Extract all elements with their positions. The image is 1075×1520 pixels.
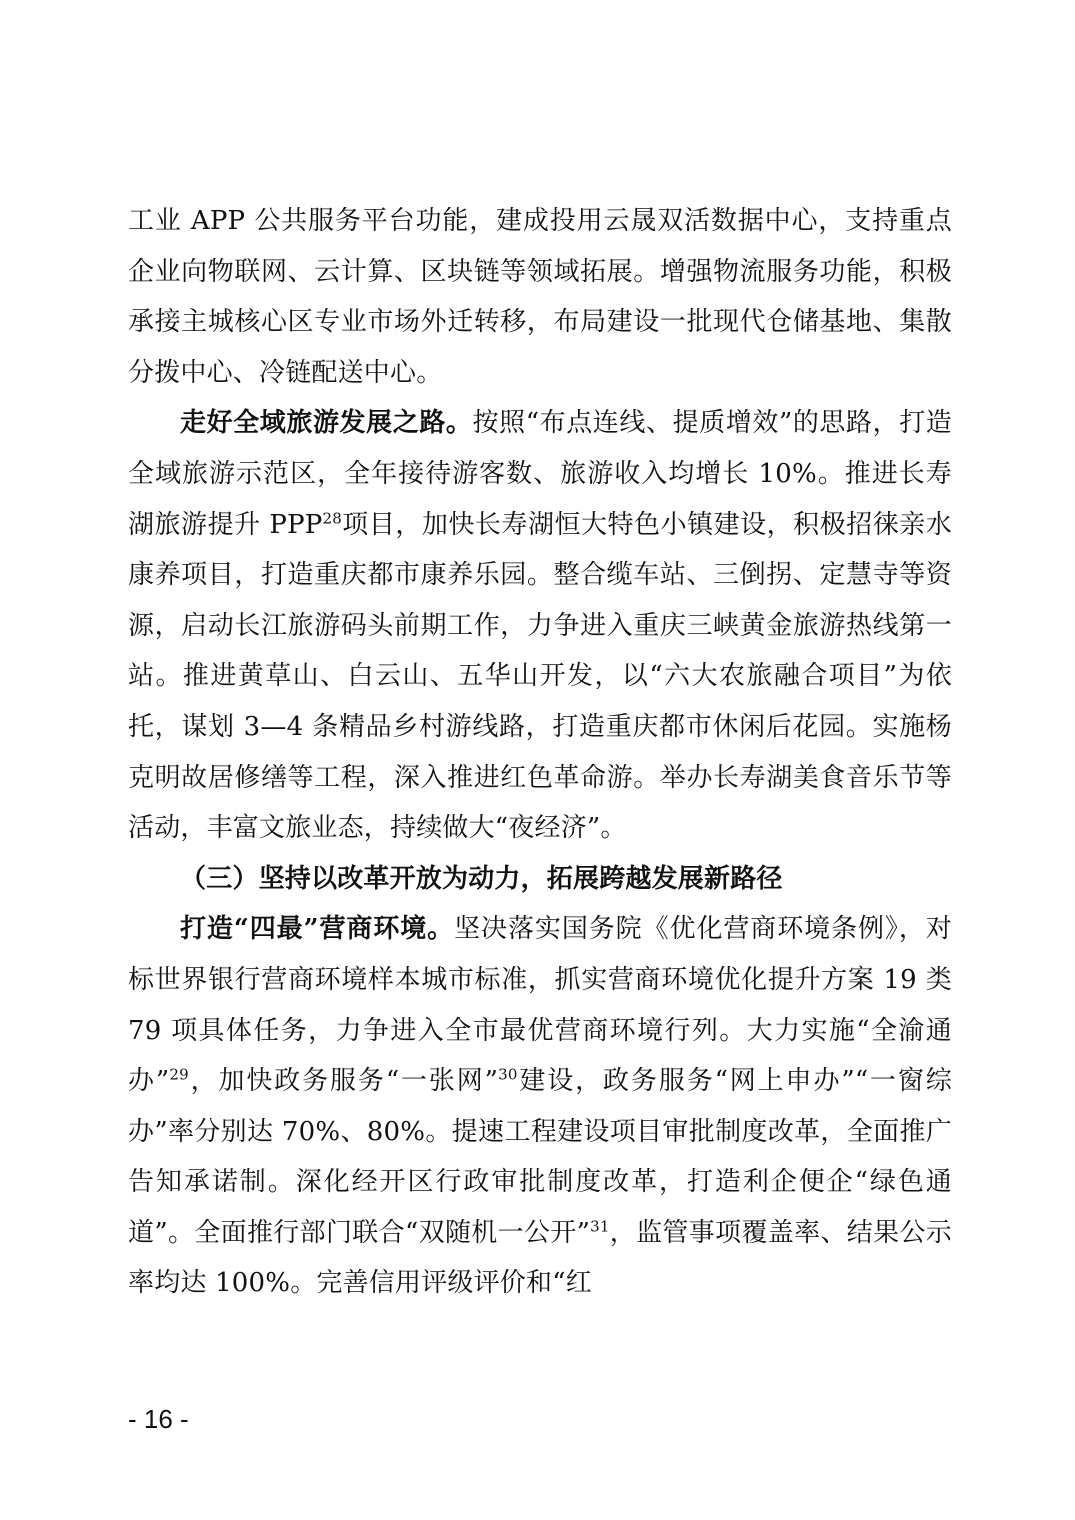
paragraph-2-text-2: 项目，加快长寿湖恒大特色小镇建设，积极招徕亲水康养项目，打造重庆都市康养乐园。整合缆车站、三倒拐、定慧寺等资源，启动长江旅游码头前期工作，力争进入重庆三峡黄金旅游热线第一站。推进黄草山、白云山、五华山开发，以“六大农旅融合项目”为依托，谋划 3—4 条精品乡村游线路，打造重庆都市休闲后花园。实施杨克明故居修缮等工程，深入推进红色革命游。举办长寿湖美食音乐节等活动，丰富文旅业态，持续做大“夜经济”。 [128,509,952,844]
page-number: - 16 - [128,1404,189,1434]
body-text [128,196,952,1309]
paragraph-3-lead: 打造“四最”营商环境。 [180,914,455,945]
footnote-ref-28[interactable]: 28 [322,508,342,527]
footnote-ref-29[interactable]: 29 [169,1065,189,1084]
paragraph-1: 工业 APP 公共服务平台功能，建成投用云晟双活数据中心，支持重点企业向物联网、云计算、区块链等领域拓展。增强物流服务功能，积极承接主城核心区专业市场外迁转移，布局建设一批现代仓储基地、集散分拨中心、冷链配送中心。 [128,206,952,388]
paragraph-3-text-2: ，加快政务服务“一张网” [188,1066,499,1097]
paragraph-2 [128,398,952,853]
paragraph-3 [128,904,952,1309]
paragraph-2-lead: 走好全域旅游发展之路。 [180,408,473,439]
footnote-ref-31[interactable]: 31 [590,1217,610,1236]
paragraph-3-text-3: 建设，政务服务“网上申办”“一窗综办”率分别达 70%、80%。提速工程建设项目审批制度改革，全面推广告知承诺制。深化经开区行政审批制度改革，打造利企便企“绿色通道”。全面推行部门联合“双随机一公开” [128,1066,953,1248]
footnote-ref-30[interactable]: 30 [498,1065,518,1084]
section-heading: （三）坚持以改革开放为动力，拓展跨越发展新路径 [180,863,783,894]
paragraph-3-text-1: 坚决落实国务院《优化营商环境条例》，对标世界银行营商环境样本城市标准，抓实营商环境优化提升方案 19 类 79 项具体任务，力争进入全市最优营商环境行列。大力实施“全渝通办” [128,914,952,1097]
paragraph-3-text-4: ，监管事项覆盖率、结果公示率均达 100%。完善信用评级评价和“红 [128,1217,952,1299]
paragraph-2-text-1: 按照“布点连线、提质增效”的思路，打造全域旅游示范区，全年接待游客数、旅游收入均增长 10%。推进长寿湖旅游提升 PPP [128,408,952,540]
